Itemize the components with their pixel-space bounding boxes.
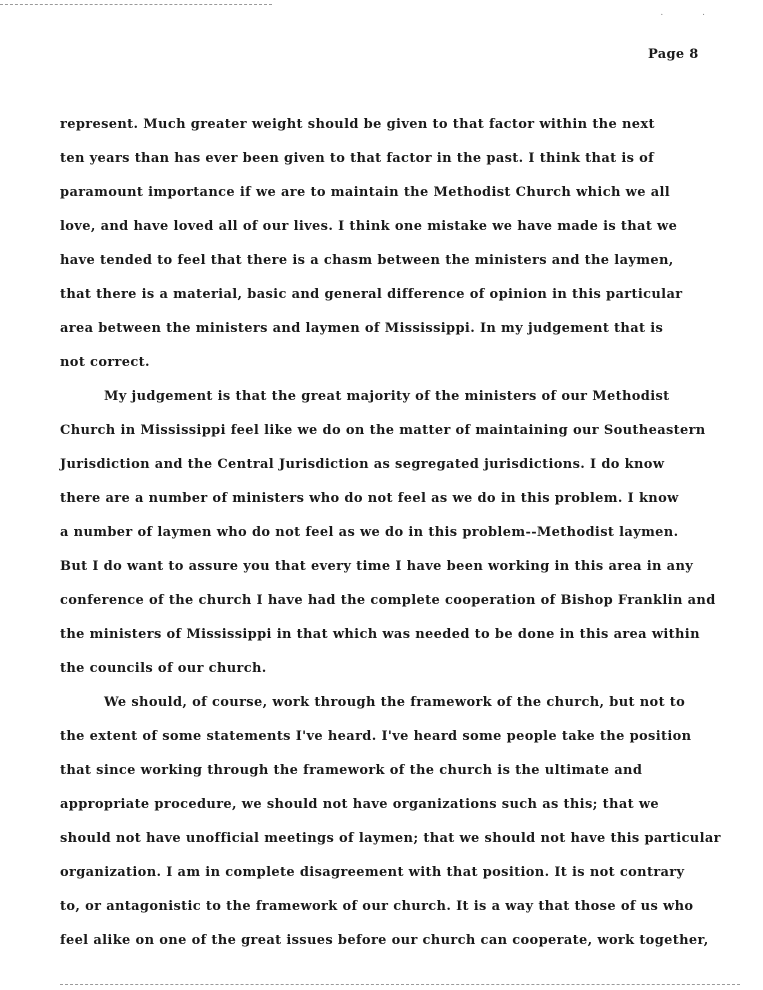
text-line: conference of the church I have had the complete cooperation of Bishop Franklin and [60,593,716,608]
text-line: represent. Much greater weight should be given to that factor within the next [60,117,655,132]
text-line: the councils of our church. [60,661,267,676]
text-line: that since working through the framework of the church is the ultimate and [60,763,643,778]
text-line: a number of laymen who do not feel as we do in this problem--Methodist laymen. [60,525,679,540]
text-line: We should, of course, work through the framework of the church, but not to [104,695,686,710]
text-line: area between the ministers and laymen of Mississippi. In my judgement that is [60,321,664,336]
text-line: feel alike on one of the great issues before our church can cooperate, work together, [60,933,709,948]
text-line: should not have unofficial meetings of laymen; that we should not have this particular [60,831,721,846]
text-line: to, or antagonistic to the framework of our church. It is a way that those of us who [60,899,694,914]
text-line: appropriate procedure, we should not have organizations such as this; that we [60,797,659,812]
page-number: Page 8 [648,47,699,62]
scan-marks: . . [660,8,723,18]
text-line: not correct. [60,355,150,370]
text-line: that there is a material, basic and general difference of opinion in this particular [60,287,683,302]
text-line: paramount importance if we are to maintain the Methodist Church which we all [60,185,671,200]
text-line: the ministers of Mississippi in that which was needed to be done in this area within [60,627,700,642]
text-line: My judgement is that the great majority of the ministers of our Methodist [104,389,670,404]
text-line: have tended to feel that there is a chasm between the ministers and the laymen, [60,253,674,268]
text-line: there are a number of ministers who do not feel as we do in this problem. I know [60,491,679,506]
bottom-edge-rule [60,984,740,985]
text-line: love, and have loved all of our lives. I think one mistake we have made is that we [60,219,678,234]
text-line: the extent of some statements I've heard. I've heard some people take the position [60,729,692,744]
text-line: ten years than has ever been given to that factor in the past. I think that is of [60,151,655,166]
text-line: Jurisdiction and the Central Jurisdiction as segregated jurisdictions. I do know [60,457,665,472]
document-body [60,112,720,962]
top-edge-rule [0,4,272,5]
text-line: Church in Mississippi feel like we do on the matter of maintaining our Southeastern [60,423,706,438]
text-line: organization. I am in complete disagreement with that position. It is not contrary [60,865,685,880]
text-line: But I do want to assure you that every time I have been working in this area in any [60,559,694,574]
